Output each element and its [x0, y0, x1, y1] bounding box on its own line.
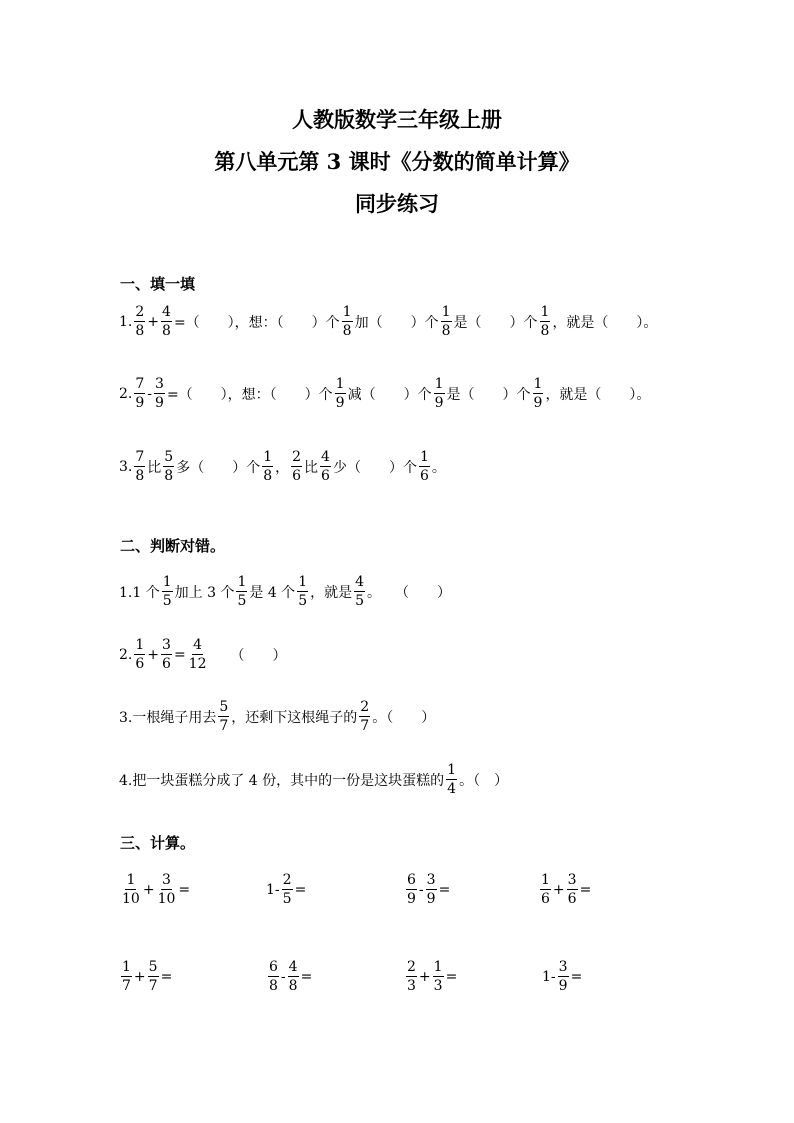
fraction: $\frac{4}{6}$ — [321, 449, 330, 484]
fraction: $\frac{1}{8}$ — [342, 304, 352, 339]
calc-item-7: $\frac{2}{3}$ + $\frac{1}{3}$ = — [407, 959, 458, 994]
fraction: $\frac{2}{6}$ — [292, 449, 302, 484]
text: 1.1 个 — [119, 584, 160, 601]
title-line-1: 人教版数学三年级上册 — [292, 107, 502, 132]
fraction: $\frac{5}{8}$ — [164, 449, 174, 484]
text: =（ ），想：（ ）个 — [173, 314, 340, 331]
text: = — [173, 646, 186, 663]
text: ，就是 — [310, 584, 353, 601]
fraction: $\frac{1}{9}$ — [335, 376, 345, 411]
fraction: $\frac{1}{4}$ — [447, 762, 457, 797]
text: 比 — [147, 459, 162, 476]
text: （ ） — [209, 647, 287, 664]
fraction: $\frac{1}{6}$ — [135, 637, 145, 672]
text: 加（ ）个 — [354, 314, 439, 331]
text: 比 — [304, 459, 319, 476]
text: 是（ ）个 — [446, 386, 531, 403]
text: 少（ ）个 — [332, 459, 417, 476]
text: 。 — [431, 459, 446, 476]
fraction: $\frac{1}{10}$ — [122, 872, 140, 907]
fraction: $\frac{1}{6}$ — [419, 449, 429, 484]
fraction: $\frac{1}{9}$ — [434, 376, 444, 411]
s1-question-3 — [119, 450, 446, 483]
text: 减（ ）个 — [347, 386, 432, 403]
text: 4.把一块蛋糕分成了 4 份，其中的一份是这块蛋糕的 — [119, 772, 445, 789]
fraction: $\frac{1}{8}$ — [540, 304, 550, 339]
fraction: $\frac{7}{9}$ — [135, 376, 145, 411]
text: 加上 3 个 — [174, 584, 235, 601]
s1-question-1 — [119, 305, 657, 338]
calc-item-3: $\frac{6}{9}$ - $\frac{3}{9}$ = — [407, 872, 451, 907]
fraction: $\frac{4}{5}$ — [355, 574, 365, 609]
fraction: $\frac{1}{5}$ — [237, 574, 247, 609]
text: 2. — [119, 646, 133, 663]
fraction: $\frac{2}{3}$ — [407, 959, 416, 994]
text: 多（ ）个 — [176, 459, 261, 476]
text: ，就是（ ）。 — [545, 386, 651, 403]
fraction: $\frac{6}{9}$ — [407, 872, 416, 907]
title-line-2: 第八单元第 3 课时《分数的简单计算》 — [214, 149, 580, 174]
s1-question-2 — [119, 377, 650, 410]
fraction: $\frac{3}{6}$ — [567, 872, 577, 907]
question-number: 1. — [119, 313, 133, 330]
s2-question-2 — [119, 638, 287, 671]
section-2-title: 二、判断对错。 — [120, 537, 226, 555]
calc-item-8: 1- $\frac{3}{9}$ = — [542, 959, 583, 994]
fraction: $\frac{3}{9}$ — [155, 376, 164, 411]
s2-question-4 — [119, 763, 508, 796]
text: ，就是（ ）。 — [552, 314, 658, 331]
section-1-title: 一、填一填 — [120, 275, 196, 293]
text: ，还剩下这根绳子的 — [231, 709, 358, 726]
fraction: $\frac{2}{8}$ — [135, 304, 145, 339]
fraction: $\frac{7}{8}$ — [135, 449, 145, 484]
question-number: 3. — [119, 458, 133, 475]
s2-question-3 — [119, 700, 435, 733]
calc-item-2: 1- $\frac{2}{5}$ = — [266, 872, 307, 907]
text: 是（ ）个 — [453, 314, 538, 331]
fraction: $\frac{2}{7}$ — [360, 699, 370, 734]
text: 。 （ ） — [367, 584, 452, 601]
s2-question-1 — [119, 575, 451, 608]
fraction: $\frac{1}{5}$ — [298, 574, 308, 609]
text: 是 4 个 — [249, 584, 296, 601]
fraction: $\frac{2}{5}$ — [282, 872, 292, 907]
question-number: 2. — [119, 385, 133, 402]
fraction: $\frac{1}{5}$ — [162, 574, 172, 609]
fraction: $\frac{5}{7}$ — [148, 959, 158, 994]
title-line-3: 同步练习 — [355, 191, 439, 216]
fraction: $\frac{4}{8}$ — [288, 959, 298, 994]
text: + — [147, 313, 160, 330]
section-3-title: 三、计算。 — [120, 834, 196, 852]
fraction: $\frac{3}{10}$ — [157, 872, 176, 907]
fraction: $\frac{1}{8}$ — [263, 449, 273, 484]
text: - — [147, 385, 153, 402]
text: + — [147, 646, 160, 663]
calc-item-1: $\frac{1}{10}$ + $\frac{3}{10}$ = — [122, 872, 191, 907]
text: =（ ），想：（ ）个 — [166, 386, 333, 403]
text: 3.一根绳子用去 — [119, 709, 217, 726]
text: ， — [275, 459, 290, 476]
fraction: $\frac{5}{7}$ — [219, 699, 229, 734]
fraction: $\frac{3}{9}$ — [558, 959, 568, 994]
fraction: $\frac{3}{9}$ — [426, 872, 436, 907]
fraction: $\frac{3}{6}$ — [162, 637, 171, 672]
fraction: $\frac{1}{3}$ — [433, 959, 443, 994]
calc-item-5: $\frac{1}{7}$ + $\frac{5}{7}$ = — [122, 959, 173, 994]
calc-item-6: $\frac{6}{8}$ - $\frac{4}{8}$ = — [269, 959, 313, 994]
text: 。（ ） — [459, 772, 509, 789]
fraction: $\frac{1}{6}$ — [541, 872, 550, 907]
fraction: $\frac{4}{12}$ — [188, 637, 207, 672]
fraction: $\frac{1}{8}$ — [441, 304, 451, 339]
fraction: $\frac{1}{9}$ — [533, 376, 543, 411]
calc-item-4: $\frac{1}{6}$ + $\frac{3}{6}$ = — [541, 872, 592, 907]
fraction: $\frac{4}{8}$ — [162, 304, 171, 339]
text: 。（ ） — [372, 709, 436, 726]
fraction: $\frac{6}{8}$ — [269, 959, 278, 994]
fraction: $\frac{1}{7}$ — [122, 959, 131, 994]
